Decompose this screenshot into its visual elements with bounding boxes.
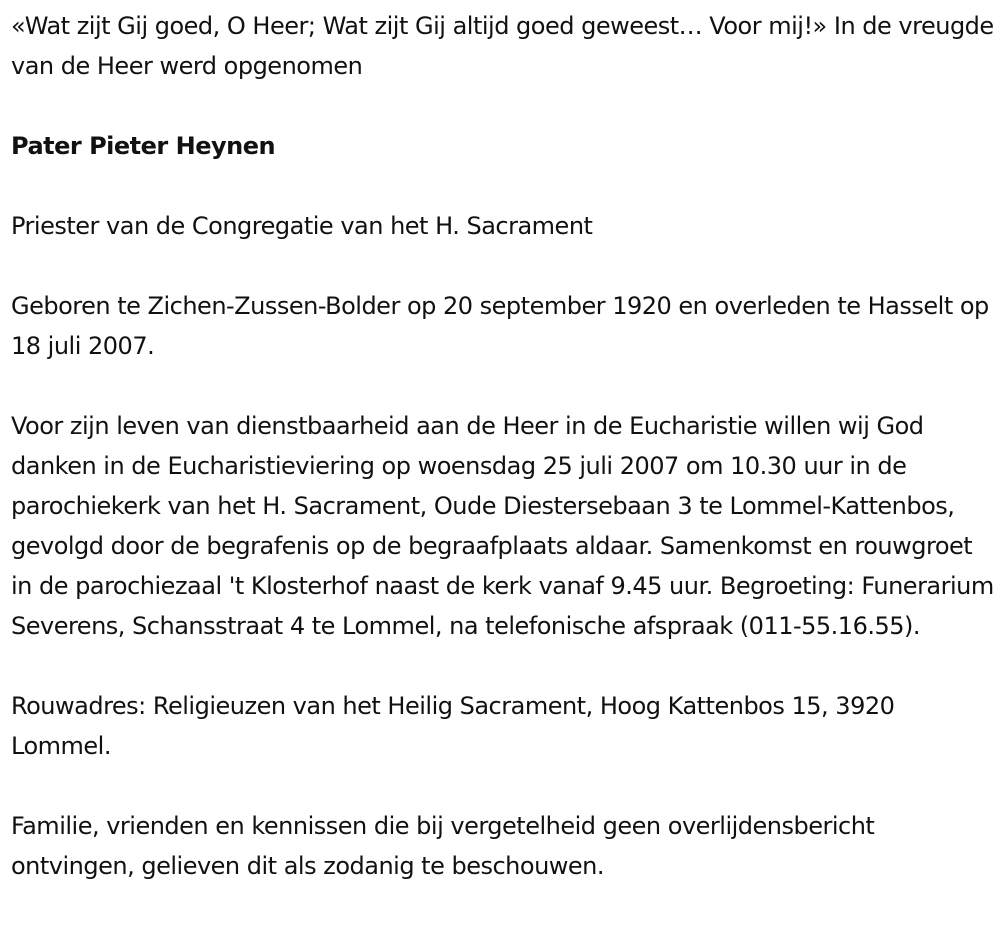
funeral-service-info: Voor zijn leven van dienstbaarheid aan de Heer in de Eucharistie willen wij God danken in de Eucharistieviering op woensdag 25 juli 2007 om 10.30 uur in de parochiekerk van het H. Sacrament, Oude Diestersebaan 3 te Lommel-Kattenbos, gevolgd door de begrafenis op de begraafplaats aldaar. Samenkomst en rouwgroet in de parochiezaal 't Klosterhof naast de kerk vanaf 9.45 uur. Begroeting: Funerarium Severens, Schansstraat 4 te Lommel, na telefonische afspraak (011-55.16.55). (11, 412, 994, 640)
birth-death-info: Geboren te Zichen-Zussen-Bolder op 20 september 1920 en overleden te Hasselt op 18 juli 2007. (11, 292, 989, 360)
deceased-title: Priester van de Congregatie van het H. Sacrament (11, 212, 593, 240)
closing-notice: Familie, vrienden en kennissen die bij vergetelheid geen overlijdensbericht ontvingen, gelieven dit als zodanig te beschouwen. (11, 812, 875, 880)
deceased-name: Pater Pieter Heynen (11, 132, 276, 160)
mourning-address: Rouwadres: Religieuzen van het Heilig Sacrament, Hoog Kattenbos 15, 3920 Lommel. (11, 692, 895, 760)
obituary-document (11, 6, 996, 886)
opening-quote: «Wat zijt Gij goed, O Heer; Wat zijt Gij altijd goed geweest… Voor mij!» In de vreugde van de Heer werd opgenomen (11, 12, 994, 80)
